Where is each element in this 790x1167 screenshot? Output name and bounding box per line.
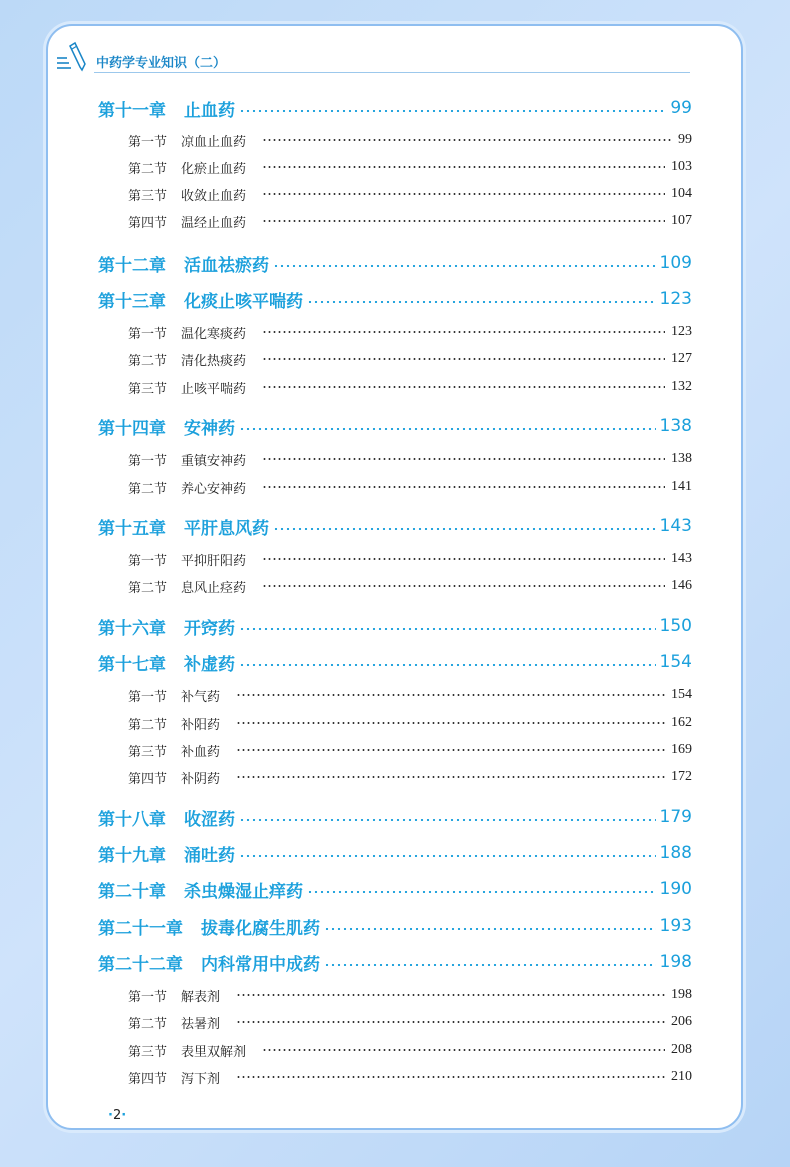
entry-page: 154	[671, 687, 692, 702]
leader-dots	[236, 749, 665, 751]
entry-number: 第二节	[128, 481, 168, 497]
toc-chapter-entry	[98, 514, 692, 538]
toc-section-entry	[128, 130, 692, 150]
entry-number: 第一节	[128, 134, 168, 150]
leader-dots	[262, 220, 665, 222]
entry-title: 补气药	[181, 689, 221, 705]
toc-chapter-entry	[98, 414, 692, 438]
toc-chapter-entry	[98, 805, 692, 829]
leader-dots	[273, 265, 656, 267]
entry-page: 104	[671, 186, 692, 201]
entry-page: 198	[671, 987, 692, 1002]
leader-dots	[262, 193, 665, 195]
entry-title: 止咳平喘药	[181, 381, 247, 397]
leader-dots	[262, 486, 665, 488]
entry-page: 99	[678, 132, 692, 147]
entry-number: 第一节	[128, 689, 168, 705]
entry-page: 146	[671, 578, 692, 593]
entry-number: 第四节	[128, 1071, 168, 1087]
entry-number: 第三节	[128, 744, 168, 760]
toc-section-entry	[128, 767, 692, 787]
toc-section-entry	[128, 449, 692, 469]
entry-page: 123	[671, 324, 692, 339]
entry-page: 123	[659, 289, 692, 309]
entry-title: 解表剂	[181, 989, 221, 1005]
entry-number: 第一节	[128, 553, 168, 569]
toc-section-entry	[128, 576, 692, 596]
entry-title: 凉血止血药	[181, 134, 247, 150]
footer-dot-left: ·	[108, 1108, 113, 1123]
leader-dots	[236, 1021, 665, 1023]
leader-dots	[239, 628, 656, 630]
entry-title: 息风止痉药	[181, 580, 247, 596]
entry-title: 化痰止咳平喘药	[184, 291, 303, 312]
entry-page: 179	[659, 807, 692, 827]
entry-title: 清化热痰药	[181, 353, 247, 369]
leader-dots	[262, 458, 665, 460]
toc-chapter-entry	[98, 914, 692, 938]
entry-number: 第十九章	[98, 845, 166, 866]
entry-page: 193	[659, 916, 692, 936]
leader-dots	[239, 855, 656, 857]
leader-dots	[262, 166, 665, 168]
leader-dots	[262, 558, 665, 560]
entry-title: 平抑肝阳药	[181, 553, 247, 569]
entry-title: 收敛止血药	[181, 188, 247, 204]
toc-chapter-entry	[98, 877, 692, 901]
entry-page: 150	[659, 616, 692, 636]
entry-page: 138	[659, 416, 692, 436]
entry-number: 第二十一章	[98, 918, 183, 939]
entry-page: 188	[659, 843, 692, 863]
entry-title: 补虚药	[184, 654, 235, 675]
leader-dots	[262, 331, 665, 333]
entry-page: 143	[659, 516, 692, 536]
entry-number: 第十四章	[98, 418, 166, 439]
entry-number: 第一节	[128, 453, 168, 469]
toc-chapter-entry	[98, 251, 692, 275]
leader-dots	[324, 964, 656, 966]
entry-number: 第一节	[128, 989, 168, 1005]
leader-dots	[239, 110, 666, 112]
entry-page: 132	[671, 379, 692, 394]
toc-section-entry	[128, 211, 692, 231]
leader-dots	[262, 386, 665, 388]
entry-title: 泻下剂	[181, 1071, 221, 1087]
entry-number: 第四节	[128, 215, 168, 231]
toc-section-entry	[128, 549, 692, 569]
entry-number: 第十二章	[98, 255, 166, 276]
entry-title: 表里双解剂	[181, 1044, 247, 1060]
entry-number: 第三节	[128, 381, 168, 397]
entry-title: 补血药	[181, 744, 221, 760]
entry-number: 第十一章	[98, 100, 166, 121]
entry-title: 化瘀止血药	[181, 161, 247, 177]
entry-title: 平肝息风药	[184, 518, 269, 539]
leader-dots	[324, 928, 656, 930]
entry-title: 养心安神药	[181, 481, 247, 497]
entry-title: 重镇安神药	[181, 453, 247, 469]
entry-title: 涌吐药	[184, 845, 235, 866]
leader-dots	[307, 301, 656, 303]
entry-number: 第十八章	[98, 809, 166, 830]
entry-number: 第二十章	[98, 881, 166, 902]
entry-number: 第三节	[128, 1044, 168, 1060]
entry-page: 99	[670, 98, 692, 118]
entry-number: 第十六章	[98, 618, 166, 639]
toc-section-entry	[128, 1012, 692, 1032]
entry-page: 138	[671, 451, 692, 466]
leader-dots	[239, 819, 656, 821]
entry-page: 169	[671, 742, 692, 757]
leader-dots	[273, 528, 656, 530]
toc-chapter-entry	[98, 287, 692, 311]
entry-page: 210	[671, 1069, 692, 1084]
leader-dots	[236, 722, 665, 724]
entry-number: 第三节	[128, 188, 168, 204]
entry-number: 第十七章	[98, 654, 166, 675]
page-footer	[108, 1108, 126, 1123]
entry-number: 第十三章	[98, 291, 166, 312]
entry-page: 206	[671, 1014, 692, 1029]
toc-section-entry	[128, 477, 692, 497]
entry-page: 198	[659, 952, 692, 972]
entry-title: 温化寒痰药	[181, 326, 247, 342]
entry-page: 127	[671, 351, 692, 366]
entry-title: 开窍药	[184, 618, 235, 639]
leader-dots	[236, 694, 665, 696]
entry-page: 103	[671, 159, 692, 174]
toc-section-entry	[128, 713, 692, 733]
toc-section-entry	[128, 985, 692, 1005]
toc-chapter-entry	[98, 841, 692, 865]
toc-section-entry	[128, 322, 692, 342]
toc-section-entry	[128, 740, 692, 760]
entry-title: 安神药	[184, 418, 235, 439]
toc-chapter-entry	[98, 950, 692, 974]
toc-section-entry	[128, 685, 692, 705]
toc-section-entry	[128, 377, 692, 397]
entry-page: 208	[671, 1042, 692, 1057]
entry-page: 154	[659, 652, 692, 672]
entry-number: 第十五章	[98, 518, 166, 539]
entry-title: 活血祛瘀药	[184, 255, 269, 276]
toc-section-entry	[128, 157, 692, 177]
leader-dots	[262, 1049, 665, 1051]
entry-page: 109	[659, 253, 692, 273]
book-title: 中药学专业知识（二）	[96, 56, 227, 71]
entry-title: 止血药	[184, 100, 235, 121]
entry-title: 收涩药	[184, 809, 235, 830]
toc-section-entry	[128, 349, 692, 369]
entry-number: 第二十二章	[98, 954, 183, 975]
toc-section-entry	[128, 1067, 692, 1087]
entry-number: 第二节	[128, 1016, 168, 1032]
footer-dot-right: ·	[121, 1108, 127, 1123]
entry-title: 补阴药	[181, 771, 221, 787]
entry-page: 143	[671, 551, 692, 566]
toc-chapter-entry	[98, 96, 692, 120]
entry-page: 172	[671, 769, 692, 784]
leader-dots	[239, 664, 656, 666]
entry-title: 杀虫燥湿止痒药	[184, 881, 303, 902]
entry-number: 第一节	[128, 326, 168, 342]
entry-title: 补阳药	[181, 717, 221, 733]
entry-title: 拔毒化腐生肌药	[201, 918, 320, 939]
entry-number: 第四节	[128, 771, 168, 787]
leader-dots	[262, 139, 672, 141]
leader-dots	[236, 994, 665, 996]
toc-chapter-entry	[98, 614, 692, 638]
entry-number: 第二节	[128, 717, 168, 733]
leader-dots	[236, 1076, 665, 1078]
entry-number: 第二节	[128, 580, 168, 596]
entry-number: 第二节	[128, 161, 168, 177]
toc-section-entry	[128, 1040, 692, 1060]
leader-dots	[262, 358, 665, 360]
leader-dots	[236, 776, 665, 778]
entry-number: 第二节	[128, 353, 168, 369]
entry-page: 107	[671, 213, 692, 228]
entry-page: 162	[671, 715, 692, 730]
toc-chapter-entry	[98, 650, 692, 674]
leader-dots	[239, 428, 656, 430]
toc-section-entry	[128, 184, 692, 204]
entry-title: 内科常用中成药	[201, 954, 320, 975]
book-page	[46, 24, 743, 1130]
table-of-contents	[48, 26, 745, 1132]
leader-dots	[262, 585, 665, 587]
entry-title: 温经止血药	[181, 215, 247, 231]
entry-page: 190	[659, 879, 692, 899]
entry-page: 141	[671, 479, 692, 494]
page-number: 2	[112, 1108, 122, 1123]
entry-title: 祛暑剂	[181, 1016, 221, 1032]
leader-dots	[307, 891, 656, 893]
